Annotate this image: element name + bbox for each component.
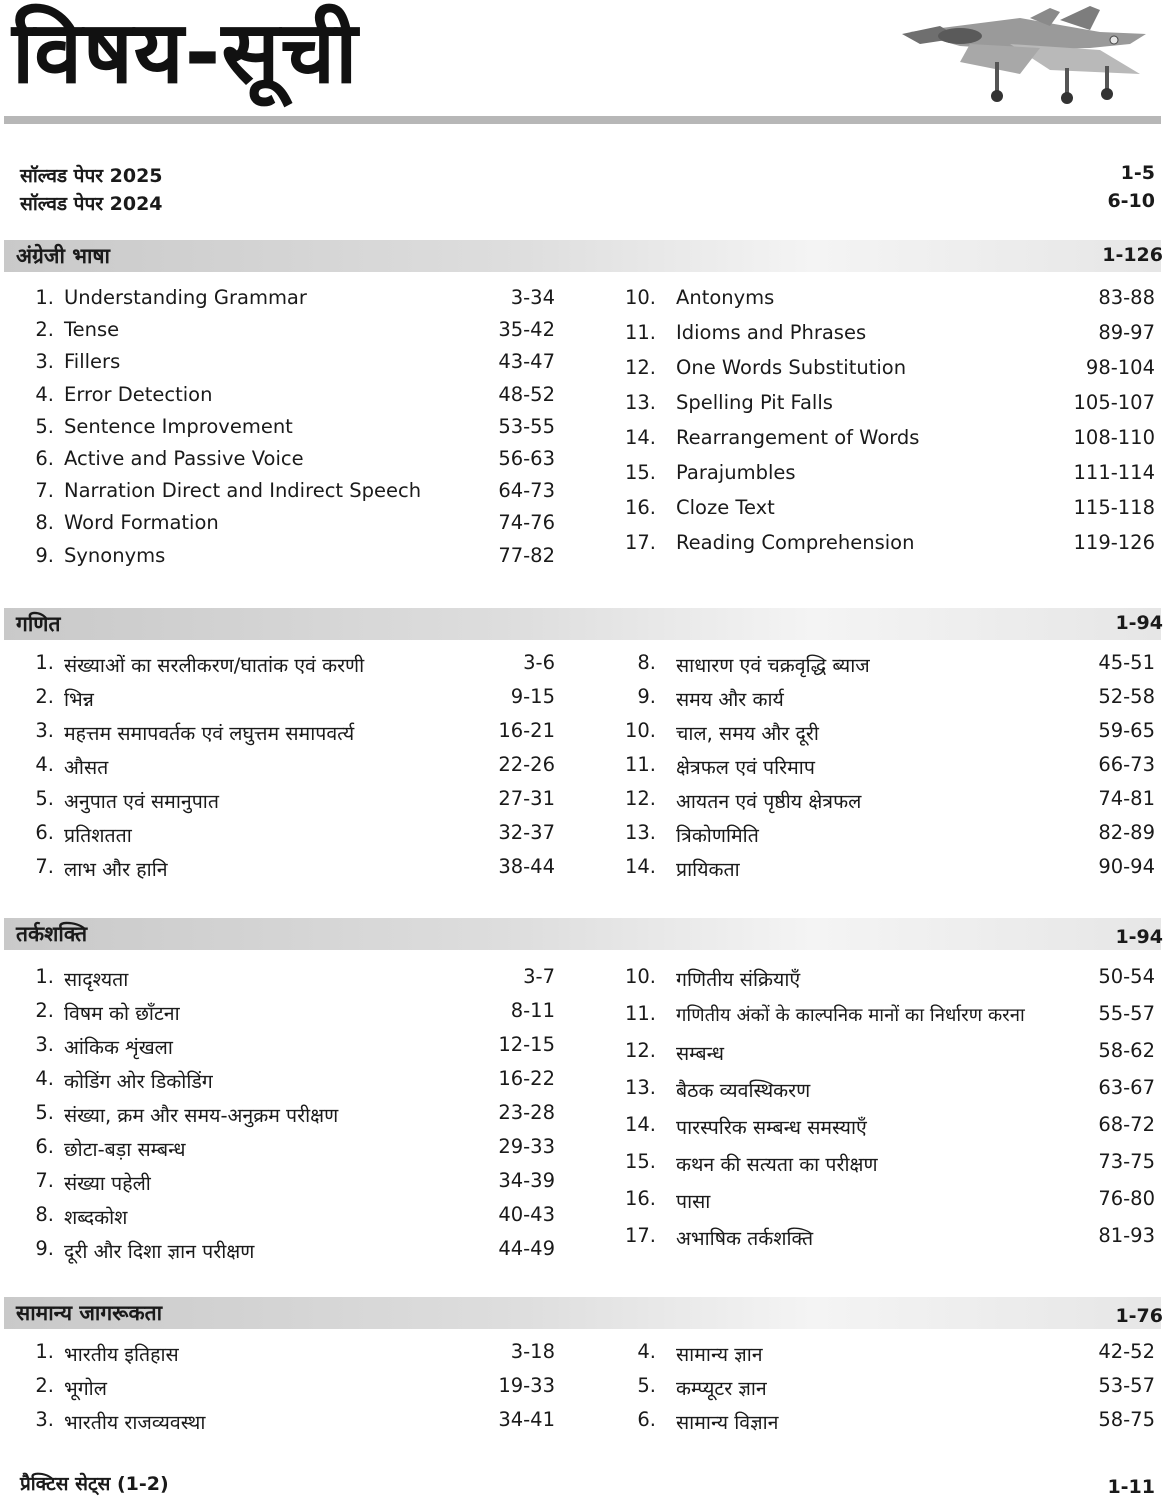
toc-topic: भारतीय इतिहास [64,1343,179,1366]
toc-item [20,286,555,318]
toc-item [20,350,555,382]
toc-number: 8. [637,651,656,674]
section-header-english [4,240,1161,272]
toc-item [20,753,555,785]
toc-item [616,965,1155,997]
toc-topic: Error Detection [64,383,213,406]
toc-pages: 8-11 [510,999,555,1022]
toc-number: 6. [35,447,54,470]
toc-number: 5. [35,415,54,438]
toc-pages: 42-52 [1098,1340,1155,1363]
toc-topic: भूगोल [64,1377,107,1400]
toc-pages: 43-47 [498,350,555,373]
practice-sets-pages: 1-11 [1107,1476,1155,1498]
toc-item [616,426,1155,458]
toc-number: 10. [624,965,656,988]
section-title: सामान्य जागरूकता [16,1301,163,1325]
page-title: विषय-सूची [12,3,359,103]
toc-topic: कथन की सत्यता का परीक्षण [676,1153,878,1176]
toc-number: 1. [35,651,54,674]
solved-paper-row [20,162,1155,190]
toc-item [616,1187,1155,1219]
toc-number: 2. [35,685,54,708]
toc-item [616,1076,1155,1108]
section-header-general-awareness [4,1297,1161,1329]
toc-number: 4. [35,383,54,406]
toc-pages: 34-39 [498,1169,555,1192]
toc-item [616,1150,1155,1182]
toc-number: 4. [637,1340,656,1363]
toc-item [20,855,555,887]
toc-pages: 111-114 [1073,461,1155,484]
toc-item [616,855,1155,887]
toc-item [616,753,1155,785]
toc-pages: 73-75 [1098,1150,1155,1173]
toc-pages: 81-93 [1098,1224,1155,1247]
toc-item [20,415,555,447]
toc-item [616,719,1155,751]
toc-number: 6. [35,821,54,844]
toc-number: 13. [624,391,656,414]
toc-number: 9. [35,544,54,567]
toc-number: 11. [624,321,656,344]
toc-pages: 82-89 [1098,821,1155,844]
toc-pages: 77-82 [498,544,555,567]
toc-topic: समय और कार्य [676,688,784,711]
toc-item [20,821,555,853]
toc-pages: 45-51 [1098,651,1155,674]
toc-number: 11. [624,1002,656,1025]
toc-number: 12. [624,356,656,379]
toc-number: 3. [35,1033,54,1056]
toc-number: 15. [624,1150,656,1173]
toc-number: 17. [624,531,656,554]
toc-pages: 48-52 [498,383,555,406]
toc-item [616,1408,1155,1440]
fighter-jet-image [900,4,1155,108]
toc-number: 15. [624,461,656,484]
toc-topic: अभाषिक तर्कशक्ति [676,1227,814,1250]
solved-paper-pages: 6-10 [1107,190,1155,212]
toc-item [20,1408,555,1440]
toc-topic: कम्प्यूटर ज्ञान [676,1377,767,1400]
toc-topic: सादृश्यता [64,968,129,991]
toc-topic: अनुपात एवं समानुपात [64,790,219,813]
toc-topic: शब्दकोश [64,1206,128,1229]
toc-number: 12. [624,787,656,810]
section-header-maths [4,608,1161,640]
toc-topic: दूरी और दिशा ज्ञान परीक्षण [64,1240,255,1263]
section-pages: 1-126 [1102,244,1163,266]
toc-number: 14. [624,426,656,449]
toc-number: 1. [35,965,54,988]
section-pages: 1-94 [1115,926,1163,948]
toc-item [616,685,1155,717]
toc-number: 16. [624,496,656,519]
toc-item [20,651,555,683]
toc-pages: 19-33 [498,1374,555,1397]
toc-topic: Tense [64,318,120,341]
toc-number: 6. [637,1408,656,1431]
toc-number: 5. [637,1374,656,1397]
toc-number: 14. [624,1113,656,1136]
toc-topic: सामान्य विज्ञान [676,1411,779,1434]
toc-item [616,1002,1155,1034]
toc-topic: Active and Passive Voice [64,447,304,470]
toc-number: 3. [35,1408,54,1431]
toc-item [616,391,1155,423]
toc-number: 2. [35,999,54,1022]
toc-item [616,1113,1155,1145]
toc-number: 7. [35,479,54,502]
toc-topic: प्रतिशतता [64,824,132,847]
toc-number: 8. [35,1203,54,1226]
header-rule [4,116,1161,124]
toc-topic: भिन्न [64,688,94,711]
toc-item [616,496,1155,528]
toc-pages: 16-21 [498,719,555,742]
toc-number: 16. [624,1187,656,1210]
toc-topic: Understanding Grammar [64,286,307,309]
toc-number: 13. [624,1076,656,1099]
toc-topic: Idioms and Phrases [676,321,867,344]
toc-pages: 119-126 [1073,531,1155,554]
toc-topic: औसत [64,756,109,779]
toc-pages: 58-75 [1098,1408,1155,1431]
toc-number: 6. [35,1135,54,1158]
toc-number: 4. [35,753,54,776]
solved-paper-pages: 1-5 [1120,162,1155,184]
toc-number: 1. [35,1340,54,1363]
toc-pages: 115-118 [1073,496,1155,519]
toc-item [20,318,555,350]
toc-topic: Narration Direct and Indirect Speech [64,479,422,502]
toc-pages: 63-67 [1098,1076,1155,1099]
toc-topic: साधारण एवं चक्रवृद्धि ब्याज [676,654,870,677]
toc-pages: 83-88 [1098,286,1155,309]
toc-number: 7. [35,1169,54,1192]
toc-pages: 66-73 [1098,753,1155,776]
toc-topic: सामान्य ज्ञान [676,1343,763,1366]
toc-pages: 23-28 [498,1101,555,1124]
toc-topic: आयतन एवं पृष्ठीय क्षेत्रफल [676,790,862,813]
toc-topic: Fillers [64,350,121,373]
toc-topic: सम्बन्ध [676,1042,725,1065]
toc-number: 11. [624,753,656,776]
toc-item [616,1039,1155,1071]
toc-pages: 56-63 [498,447,555,470]
toc-pages: 27-31 [498,787,555,810]
practice-sets-row [20,1470,1155,1498]
section-title: अंग्रेजी भाषा [16,244,110,268]
toc-topic: प्रायिकता [676,858,740,881]
toc-item [20,544,555,576]
toc-topic: गणितीय अंकों के काल्पनिक मानों का निर्धारण करना [676,1005,1025,1026]
toc-topic: Synonyms [64,544,166,567]
toc-pages: 3-6 [523,651,555,674]
toc-number: 5. [35,1101,54,1124]
toc-topic: One Words Substitution [676,356,907,379]
toc-item [616,1374,1155,1406]
toc-item [616,651,1155,683]
toc-item [20,1169,555,1201]
toc-pages: 16-22 [498,1067,555,1090]
solved-paper-row [20,190,1155,218]
toc-pages: 32-37 [498,821,555,844]
toc-item [20,719,555,751]
toc-pages: 105-107 [1073,391,1155,414]
practice-sets-label: प्रैक्टिस सेट्स (1-2) [20,1473,169,1495]
section-pages: 1-76 [1115,1305,1163,1327]
toc-number: 2. [35,1374,54,1397]
toc-pages: 55-57 [1098,1002,1155,1025]
toc-pages: 52-58 [1098,685,1155,708]
toc-item [616,286,1155,318]
toc-pages: 53-57 [1098,1374,1155,1397]
toc-pages: 59-65 [1098,719,1155,742]
toc-item [20,999,555,1031]
toc-topic: महत्तम समापवर्तक एवं लघुत्तम समापवर्त्य [64,722,355,745]
toc-number: 14. [624,855,656,878]
toc-item [20,479,555,511]
toc-number: 3. [35,350,54,373]
toc-topic: लाभ और हानि [64,858,168,881]
toc-topic: Sentence Improvement [64,415,293,438]
toc-pages: 68-72 [1098,1113,1155,1136]
toc-topic: Spelling Pit Falls [676,391,833,414]
toc-item [20,511,555,543]
toc-number: 5. [35,787,54,810]
toc-item [616,531,1155,563]
toc-number: 7. [35,855,54,878]
section-title: गणित [16,612,61,636]
toc-number: 4. [35,1067,54,1090]
toc-topic: बैठक व्यवस्थिकरण [676,1079,811,1102]
toc-number: 10. [624,286,656,309]
toc-number: 12. [624,1039,656,1062]
toc-item [20,1374,555,1406]
solved-paper-label: सॉल्वड पेपर 2025 [20,165,163,187]
section-pages: 1-94 [1115,612,1163,634]
toc-topic: त्रिकोणमिति [676,824,759,847]
toc-item [20,787,555,819]
toc-pages: 108-110 [1073,426,1155,449]
toc-item [20,1101,555,1133]
toc-item [616,821,1155,853]
solved-paper-label: सॉल्वड पेपर 2024 [20,193,163,215]
toc-item [20,1203,555,1235]
toc-pages: 3-18 [510,1340,555,1363]
toc-topic: कोडिंग ओर डिकोडिंग [64,1070,213,1093]
toc-pages: 3-34 [510,286,555,309]
toc-pages: 35-42 [498,318,555,341]
toc-topic: Parajumbles [676,461,796,484]
toc-pages: 50-54 [1098,965,1155,988]
toc-pages: 12-15 [498,1033,555,1056]
toc-number: 17. [624,1224,656,1247]
toc-pages: 64-73 [498,479,555,502]
toc-item [616,1340,1155,1372]
toc-number: 1. [35,286,54,309]
toc-pages: 22-26 [498,753,555,776]
toc-topic: पासा [676,1190,711,1213]
toc-pages: 53-55 [498,415,555,438]
toc-item [616,321,1155,353]
toc-number: 8. [35,511,54,534]
toc-topic: चाल, समय और दूरी [676,722,819,745]
toc-number: 9. [35,1237,54,1260]
toc-topic: Rearrangement of Words [676,426,920,449]
toc-topic: भारतीय राजव्यवस्था [64,1411,206,1434]
toc-pages: 58-62 [1098,1039,1155,1062]
toc-pages: 38-44 [498,855,555,878]
toc-pages: 89-97 [1098,321,1155,344]
toc-pages: 34-41 [498,1408,555,1431]
toc-item [20,965,555,997]
toc-item [20,1237,555,1269]
toc-topic: संख्या पहेली [64,1172,151,1195]
toc-number: 2. [35,318,54,341]
toc-number: 10. [624,719,656,742]
toc-topic: गणितीय संक्रियाएँ [676,968,801,991]
toc-item [20,685,555,717]
section-title: तर्कशक्ति [16,922,88,946]
toc-topic: संख्या, क्रम और समय-अनुक्रम परीक्षण [64,1104,339,1127]
toc-pages: 74-76 [498,511,555,534]
toc-number: 13. [624,821,656,844]
toc-number: 3. [35,719,54,742]
toc-pages: 40-43 [498,1203,555,1226]
toc-pages: 44-49 [498,1237,555,1260]
toc-topic: संख्याओं का सरलीकरण/घातांक एवं करणी [64,654,365,677]
toc-topic: Word Formation [64,511,219,534]
toc-item [20,1340,555,1372]
toc-pages: 3-7 [523,965,555,988]
toc-pages: 9-15 [510,685,555,708]
toc-item [616,787,1155,819]
toc-item [20,1067,555,1099]
toc-topic: पारस्परिक सम्बन्ध समस्याएँ [676,1116,867,1139]
toc-topic: विषम को छाँटना [64,1002,180,1025]
toc-item [616,1224,1155,1256]
toc-topic: छोटा-बड़ा सम्बन्ध [64,1138,186,1161]
toc-pages: 98-104 [1085,356,1155,379]
toc-item [20,383,555,415]
toc-topic: Reading Comprehension [676,531,915,554]
toc-number: 9. [637,685,656,708]
toc-pages: 76-80 [1098,1187,1155,1210]
toc-pages: 90-94 [1098,855,1155,878]
toc-item [20,1033,555,1065]
toc-topic: Cloze Text [676,496,775,519]
toc-topic: आंकिक शृंखला [64,1036,173,1059]
toc-item [616,461,1155,493]
toc-item [616,356,1155,388]
toc-item [20,1135,555,1167]
toc-pages: 74-81 [1098,787,1155,810]
toc-pages: 29-33 [498,1135,555,1158]
toc-topic: Antonyms [676,286,775,309]
toc-item [20,447,555,479]
section-header-reasoning [4,918,1161,950]
toc-topic: क्षेत्रफल एवं परिमाप [676,756,815,779]
